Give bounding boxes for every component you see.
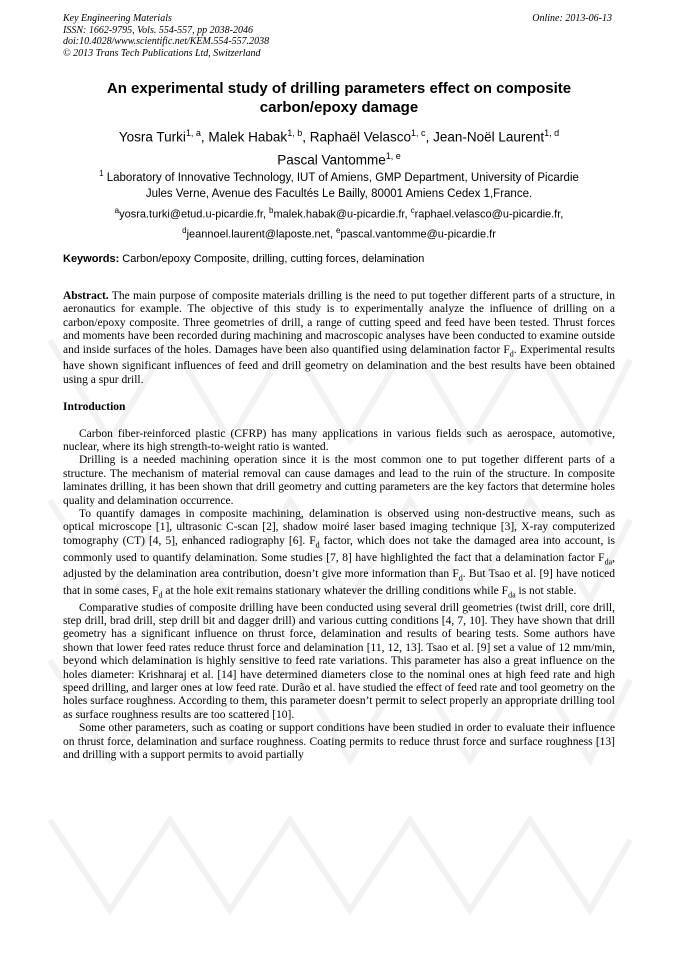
email-mark: b [269, 206, 274, 215]
paragraph-text: To quantify damages in composite machining, delamination is observed using non-destructive means, such as optical microscope [1], ultrasonic C-scan [2], shadow moiré laser based imaging technique [3], X-ray computerized tomography (CT) [4, 5], enhanced radiography [6]. F [63, 507, 615, 547]
email-link[interactable]: yosra.turki@etud.u-picardie.fr, [119, 208, 270, 221]
copyright-line: © 2013 Trans Tech Publications Ltd, Switzerland [63, 47, 261, 59]
email-mark: e [335, 225, 341, 235]
subscript: d [458, 573, 463, 583]
author-separator: , [425, 129, 434, 145]
paragraph [63, 508, 615, 602]
abstract-text: The main purpose of composite materials drilling is the need to put together different parts of a structure, in aeronautics for example. The objective of this study is to experimentally analyze the influence of drilling on a carbon/epoxy composite. Three geometries of drill, a range of cutting speed and feed have been tested. Thrust forces and moments have been recorded during machining and macroscopic analyses have been conducted to examine outside and inside surfaces of the holes. Damages have been also quantified using delamination factor F [63, 290, 615, 356]
body-text [63, 290, 615, 762]
subscript: da [604, 556, 613, 566]
email-link[interactable]: malek.habak@u-picardie.fr, [273, 208, 411, 221]
paragraph-text: . But Tsao et al. [9] have noticed that in some cases, F [63, 568, 615, 597]
email-mark: a [114, 206, 120, 215]
email-link[interactable]: raphael.velasco@u-picardie.fr, [414, 208, 564, 221]
paragraph-text: , adjusted by the delamination area contribution, doesn’t give more information than F [63, 551, 615, 581]
author-affiliation-mark: 1, a [185, 128, 201, 138]
online-date: Online: 2013-06-13 [532, 13, 612, 24]
author-separator: , [302, 129, 310, 145]
paragraph: Comparative studies of composite drilling have been conducted using several drill geometries (twist drill, core drill, step drill, brad drill, step drill bit and dagger drill) and various cutting conditions [4, 7, 10]. They have shown that drill geometry has a significant influence on thrust force, delamination and results of bearing tests. Some authors have shown that lower feed rates reduce thrust force and delamination [11, 12, 13]. Tsao et al. [9] set a value of 12 mm/min, beyond which delamination is highly sensitive to feed rate variations. This parameter has also a great influence on the holes diameter: Krishnaraj et al. [14] have determined diameters close to the nominal ones at high feed rate and high speed drilling, and larger ones at low feed rate. Durão et al. have studied the effect of feed rate and tool geometry on the holes surface roughness. According to them, this parameter doesn’t permit to select properly an appropriate drilling tool as surface roughness results are too scattered [10]. [63, 601, 615, 721]
paragraph-text: at the hole exit remains stationary whatever the drilling conditions while F [162, 584, 509, 597]
keywords [63, 252, 615, 267]
paragraph-text: factor, which does not take the damaged area into account, is commonly used to quantify delamination. Some studies [7, 8] have highlighted the fact that a delamination factor F [63, 534, 616, 564]
keywords-label: Keywords: [63, 253, 120, 265]
paragraph: Some other parameters, such as coating or support conditions have been studied in order to evaluate their influence on thrust force, delamination and surface roughness. Coating permits to reduce thrust force and surface roughness [13] and drilling with a support permits to avoid partially [63, 722, 615, 762]
author-name: Jean-Noël Laurent [433, 129, 545, 145]
section-heading-introduction: Introduction [63, 401, 126, 414]
author-list [63, 124, 615, 169]
doi-line: doi:10.4028/www.scientific.net/KEM.554-557.2038 [63, 36, 270, 47]
abstract [63, 290, 615, 387]
affiliation-line: Laboratory of Innovative Technology, IUT of Amiens, GMP Department, University of Picardie [103, 171, 579, 184]
author-name: Pascal Vantomme [277, 152, 386, 167]
abstract-text: . Experimental results have shown significant influences of feed and drill geometry on delamination and the best results have been obtained using a spur drill. [63, 343, 615, 386]
author-affiliation-mark: 1, c [411, 128, 426, 138]
paragraph: Carbon fiber-reinforced plastic (CFRP) has many applications in various fields such as aerospace, automotive, nuclear, where its high strength-to-weight ratio is wanted. [63, 427, 615, 453]
author-affiliation-mark: 1, e [385, 150, 401, 161]
author-affiliation-mark: 1, b [287, 128, 303, 138]
paragraph: Drilling is a needed machining operation since it is the most common one to put together different parts of a structure. The mechanism of material removal can cause damages and lead to the ruin of the structure. In composite laminates drilling, it has been shown that drill geometry and cutting parameters are the key factors that determine holes quality and delamination occurrence. [63, 454, 615, 507]
subscript: d [315, 540, 320, 550]
email-link[interactable]: jeannoel.laurent@laposte.net, [186, 228, 336, 241]
issn-line: ISSN: 1662-9795, Vols. 554-557, pp 2038-2046 [63, 24, 253, 36]
abstract-label: Abstract. [63, 290, 109, 302]
email-mark: d [182, 225, 187, 235]
subscript: d [509, 348, 514, 358]
author-name: Yosra Turki [118, 129, 186, 145]
paper-title: An experimental study of drilling parameters effect on composite carbon/epoxy damage [106, 80, 572, 116]
affiliation-mark: 1 [99, 169, 104, 178]
email-mark: c [410, 206, 415, 215]
affiliation-line: Jules Verne, Avenue des Facultés Le Bailly, 80001 Amiens Cedex 1,France. [145, 187, 533, 200]
journal-name: Key Engineering Materials [63, 13, 172, 24]
keywords-text: Carbon/epoxy Composite, drilling, cutting forces, delamination [119, 253, 425, 265]
author-name: Raphaël Velasco [309, 129, 412, 145]
author-separator: , [200, 129, 209, 145]
journal-header [63, 13, 269, 59]
author-affiliation-mark: 1, d [544, 128, 560, 138]
subscript: da [508, 590, 516, 600]
subscript: d [158, 590, 163, 600]
email-link[interactable]: pascal.vantomme@u-picardie.fr [340, 228, 496, 241]
author-emails [63, 203, 615, 242]
paragraph-text: is not stable. [515, 584, 577, 597]
affiliation [63, 166, 615, 202]
author-name: Malek Habak [208, 129, 288, 145]
